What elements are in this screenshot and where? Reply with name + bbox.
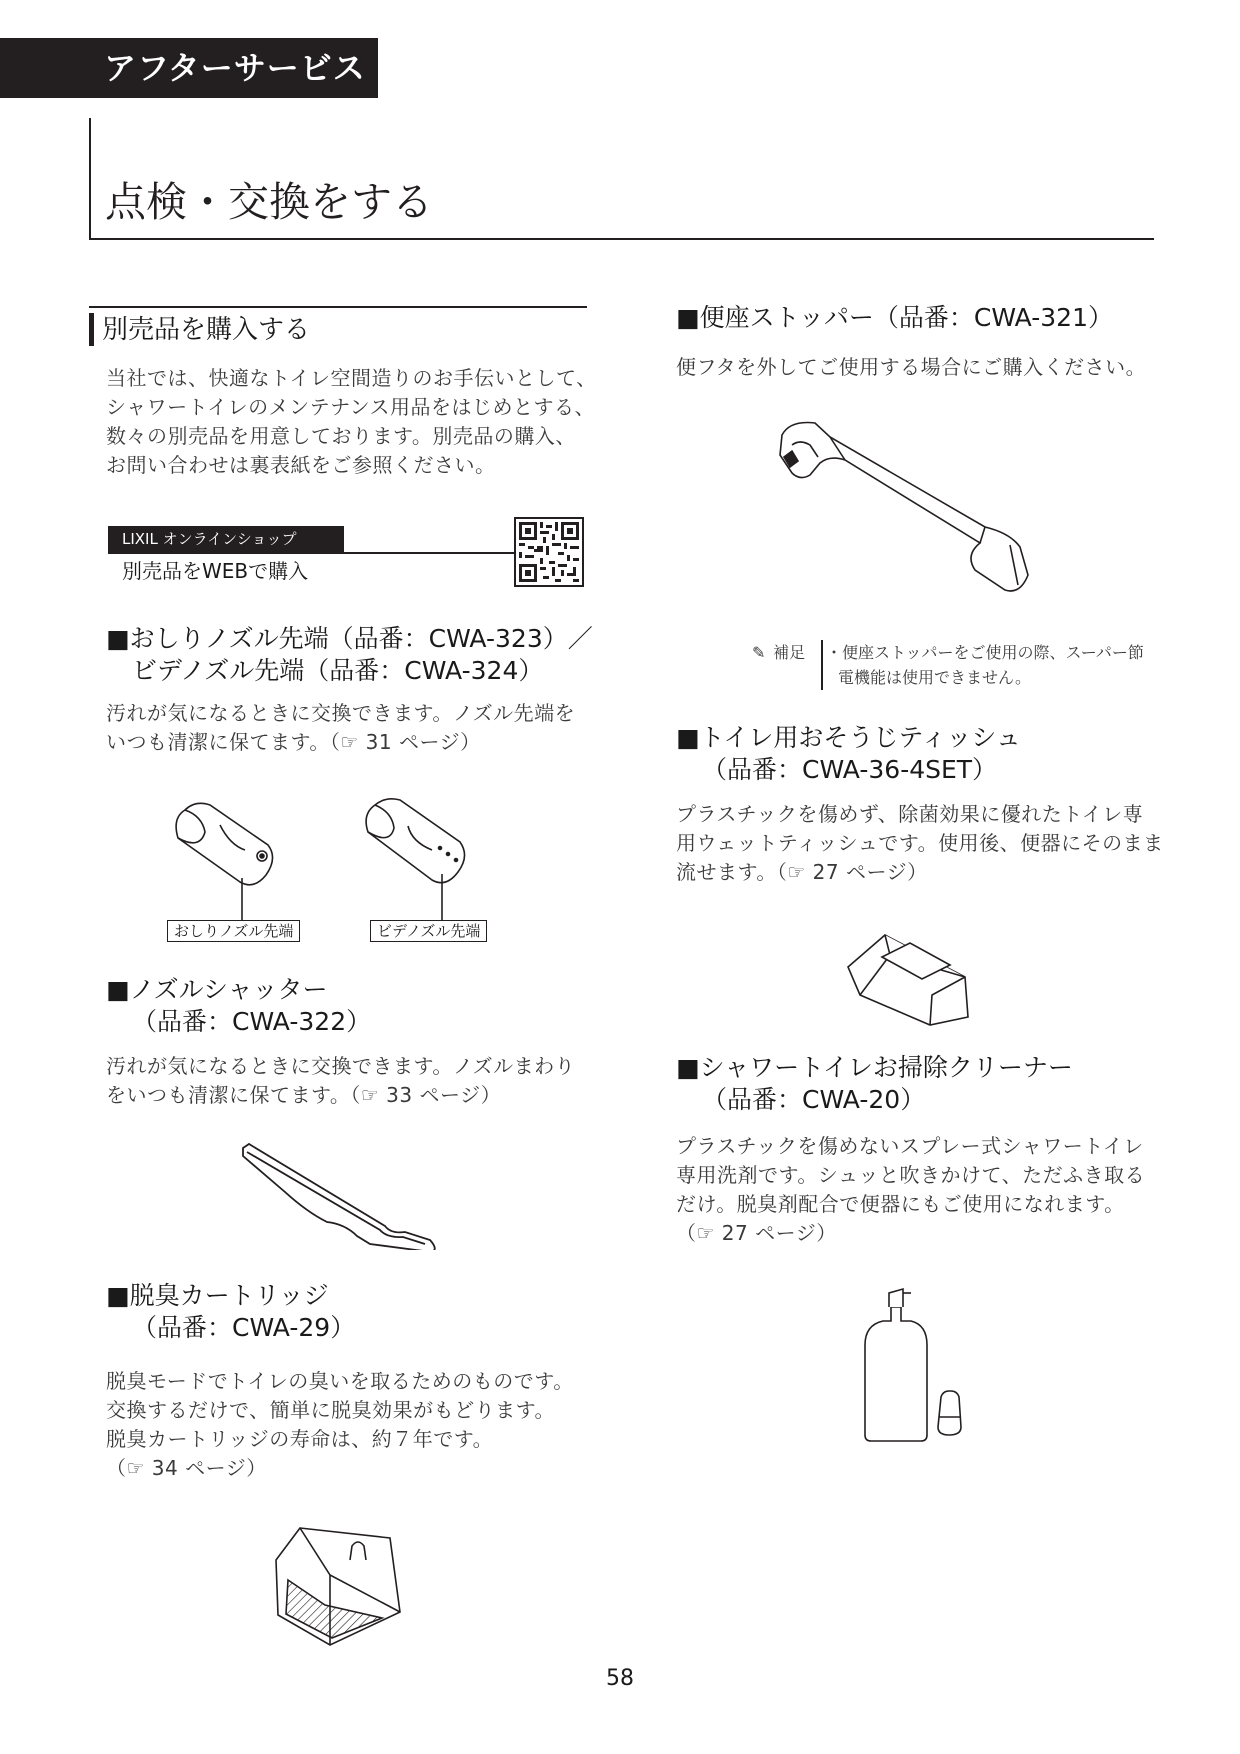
page-title: 点検・交換をする (105, 178, 433, 226)
online-shop-text[interactable]: 別売品をWEBで購入 (122, 559, 309, 583)
item-title-line: ■トイレ用おそうじティッシュ (676, 723, 1021, 752)
desc-line: をいつも清潔に保てます。（☞ 33 ページ） (106, 1083, 502, 1107)
desc-line: 専用洗剤です。シュッと吹きかけて、ただふき取る (676, 1163, 1146, 1187)
desc-line: 脱臭カートリッジの寿命は、約７年です。 (106, 1427, 494, 1451)
item-title-line: （品番：CWA-322） (132, 1007, 372, 1036)
desc-line: 便フタを外してご使用する場合にご購入ください。 (676, 355, 1147, 379)
nozzle-shutter-illustration (235, 1140, 445, 1250)
seat-stopper-illustration (770, 415, 1040, 605)
section-tab: アフターサービス (0, 38, 378, 98)
desc-line: 流せます。（☞ 27 ページ） (676, 860, 928, 884)
deodorant-desc (106, 1367, 574, 1483)
intro-line: 数々の別売品を用意しております。別売品の購入、 (106, 424, 576, 448)
intro-line: 当社では、快適なトイレ空間造りのお手伝いとして、 (106, 366, 597, 390)
title-horizontal-rule (89, 238, 1154, 240)
desc-line: 脱臭モードでトイレの臭いを取るためのものです。 (106, 1369, 574, 1393)
online-shop-label[interactable]: LIXIL オンラインショップ (108, 526, 344, 553)
page-number: 58 (606, 1666, 634, 1691)
subsection-rule (89, 306, 587, 308)
item-title-line: ■シャワートイレお掃除クリーナー (676, 1053, 1073, 1082)
qr-code-icon[interactable] (514, 517, 584, 587)
nozzle-tip-desc (106, 699, 575, 757)
pencil-icon: ✎ (752, 643, 766, 662)
desc-line: プラスチックを傷めず、除菌効果に優れたトイレ専 (676, 802, 1144, 826)
cleaner-desc (676, 1132, 1145, 1248)
item-title-line: （品番：CWA-36-4SET） (702, 755, 998, 784)
desc-line: いつも清潔に保てます。（☞ 31 ページ） (106, 730, 481, 754)
subsection-bar (89, 313, 94, 346)
note-divider (821, 640, 823, 690)
nozzle-shutter-desc (106, 1052, 575, 1110)
subsection-title: 別売品を購入する (102, 315, 311, 345)
note-label: 補足 (773, 643, 806, 662)
desc-line: 用ウェットティッシュです。使用後、便器にそのまま (676, 831, 1164, 855)
deodorant-cartridge-illustration (270, 1520, 410, 1650)
intro-line: シャワートイレのメンテナンス用品をはじめとする、 (106, 395, 595, 419)
nozzle-tip-illustration (150, 790, 530, 940)
desc-line: （☞ 27 ページ） (676, 1221, 837, 1245)
desc-line: プラスチックを傷めないスプレー式シャワートイレ (676, 1134, 1144, 1158)
intro-line: お問い合わせは裏表紙をご参照ください。 (106, 453, 496, 477)
item-title-line: ■脱臭カートリッジ (106, 1281, 329, 1310)
item-title-line: ■ノズルシャッター (106, 975, 328, 1004)
desc-line: 汚れが気になるときに交換できます。ノズル先端を (106, 701, 576, 725)
title-vertical-rule (89, 118, 91, 240)
note-line: 電機能は使用できません。 (838, 668, 1031, 687)
stopper-note-text (826, 640, 1144, 690)
label-oshiri-nozzle: おしりノズル先端 (167, 920, 300, 942)
nozzle-tip-title (106, 623, 593, 687)
spray-bottle-illustration (855, 1285, 965, 1450)
item-title-line: （品番：CWA-20） (702, 1085, 926, 1114)
tissue-title (676, 722, 1021, 786)
tissue-desc (676, 800, 1164, 887)
online-shop-rule (108, 552, 516, 554)
desc-line: 汚れが気になるときに交換できます。ノズルまわり (106, 1054, 576, 1078)
nozzle-shutter-title (106, 974, 371, 1038)
deodorant-title (106, 1280, 355, 1344)
stopper-note (752, 640, 805, 665)
stopper-title: ■便座ストッパー（品番：CWA-321） (676, 303, 1113, 332)
note-line: ・便座ストッパーをご使用の際、スーパー節 (826, 643, 1144, 662)
subsection-intro (106, 364, 597, 480)
desc-line: だけ。脱臭剤配合で便器にもご使用になれます。 (676, 1192, 1125, 1216)
desc-line: （☞ 34 ページ） (106, 1456, 267, 1480)
cleaner-title (676, 1052, 1073, 1116)
desc-line: 交換するだけで、簡単に脱臭効果がもどります。 (106, 1398, 555, 1422)
stopper-desc (676, 353, 1146, 382)
item-title-line: ビデノズル先端（品番：CWA-324） (132, 656, 544, 685)
item-title-line: ■おしりノズル先端（品番：CWA-323）／ (106, 624, 593, 653)
label-bide-nozzle: ビデノズル先端 (370, 920, 487, 942)
item-title-line: （品番：CWA-29） (132, 1313, 356, 1342)
tissue-pack-illustration (840, 925, 975, 1030)
